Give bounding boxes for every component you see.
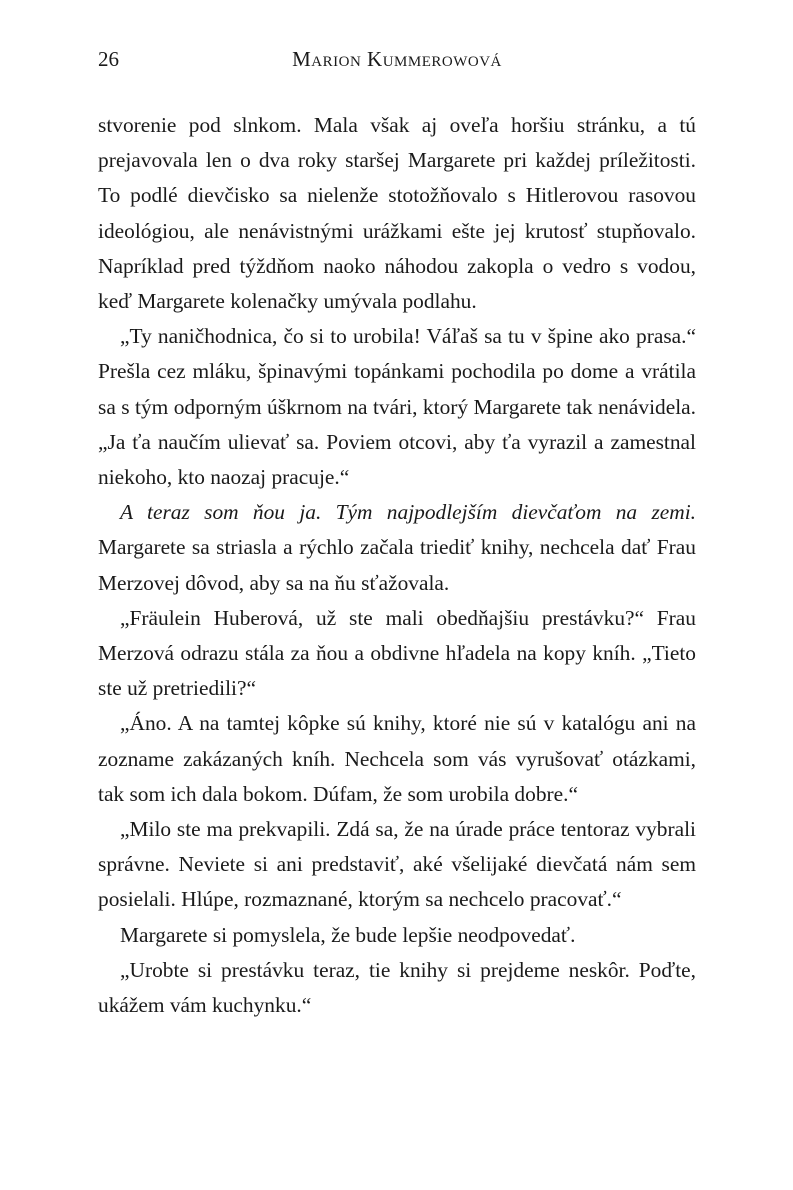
paragraph-6: „Milo ste ma prekvapili. Zdá sa, že na úrade práce tentoraz vybrali správne. Neviete si ani predstaviť, aké všelijaké dievčatá nám sem posielali. Hlúpe, rozmaznané, ktorým sa nechcelo pracovať.“: [98, 817, 696, 912]
paragraph-3-continuation: Margarete sa striasla a rýchlo začala triediť knihy, nechcela dať Frau Merzovej dôvod, aby sa na ňu sťažovala.: [98, 535, 696, 595]
paragraph-4: „Fräulein Huberová, už ste mali obedňajšiu prestávku?“ Frau Merzová odrazu stála za ňou a obdivne hľadela na kopy kníh. „Tieto ste už pretriedili?“: [98, 605, 696, 701]
paragraph-8: „Urobte si prestávku teraz, tie knihy si prejdeme neskôr. Poďte, ukážem vám kuchynku.“: [98, 957, 696, 1018]
paragraph-7: Margarete si pomyslela, že bude lepšie neodpovedať.: [120, 922, 576, 947]
page-header: [98, 44, 696, 74]
italic-thought: A teraz som ňou ja. Tým najpodlejším dievčaťom na zemi.: [120, 500, 696, 525]
page-number: 26: [98, 47, 119, 71]
paragraph-1: stvorenie pod slnkom. Mala však aj oveľa horšiu stránku, a tú prejavovala len o dva roky staršej Margarete pri každej príležitosti. To podlé dievčisko sa nielenže stotožňovalo s Hitlerovou rasovou ideológiou, ale nenávistnými urážkami ešte jej krutosť stupňovalo. Napríklad pred týždňom naoko náhodou zakopla o vedro s vodou, keď Margarete kolenačky umývala podlahu.: [98, 113, 696, 314]
body-text: [98, 108, 696, 1023]
paragraph-2: „Ty naničhodnica, čo si to urobila! Váľaš sa tu v špine ako prasa.“ Prešla cez mláku, špinavými topánkami pochodila po dome a vrátila sa s tým odporným úškrnom na tvári, ktorý Margarete tak nenávidela. „Ja ťa naučím ulievať sa. Poviem otcovi, aby ťa vyrazil a zamestnal niekoho, kto naozaj pracuje.“: [98, 324, 696, 490]
paragraph-5: „Áno. A na tamtej kôpke sú knihy, ktoré nie sú v katalógu ani na zozname zakázaných kníh. Nechcela som vás vyrušovať otázkami, tak som ich dala bokom. Dúfam, že som urobila dobre.“: [98, 711, 696, 806]
paragraph-3-italic-thought: [98, 495, 696, 601]
running-head-author: Marion Kummerowová: [292, 47, 502, 71]
